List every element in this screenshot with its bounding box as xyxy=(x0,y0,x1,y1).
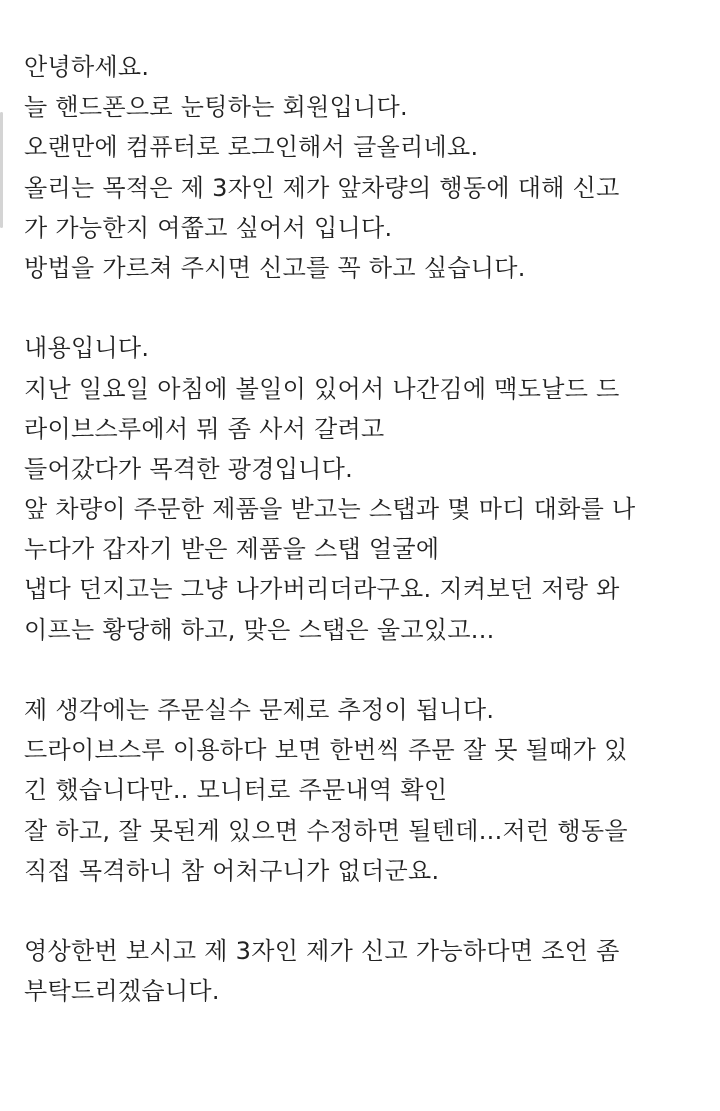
text-line: 영상한번 보시고 제 3자인 제가 신고 가능하다면 조언 좀 xyxy=(24,937,620,966)
post-body xyxy=(24,47,704,1012)
text-line: 방법을 가르쳐 주시면 신고를 꼭 하고 싶습니다. xyxy=(24,253,526,282)
text-line: 앞 차량이 주문한 제품을 받고는 스탭과 몇 마디 대화를 나 xyxy=(24,495,636,524)
text-line: 지난 일요일 아침에 볼일이 있어서 나간김에 맥도날드 드 xyxy=(24,374,620,403)
text-line: 안녕하세요. xyxy=(24,53,150,81)
text-line: 올리는 목적은 제 3자인 제가 앞차량의 행동에 대해 신고 xyxy=(24,173,620,202)
text-line: 부탁드리겠습니다. xyxy=(24,977,220,1006)
paragraph-break xyxy=(24,288,704,328)
text-line: 늘 핸드폰으로 눈팅하는 회원입니다. xyxy=(24,93,408,122)
paragraph-break xyxy=(24,650,704,690)
text-line: 긴 했습니다만.. 모니터로 주문내역 확인 xyxy=(24,776,448,805)
text-line: 가 가능한지 여쭙고 싶어서 입니다. xyxy=(24,213,393,242)
text-line: 잘 하고, 잘 못된게 있으면 수정하면 될텐데...저런 행동을 xyxy=(24,816,628,845)
text-line: 오랜만에 컴퓨터로 로그인해서 글올리네요. xyxy=(24,133,479,162)
text-line: 이프는 황당해 하고, 맞은 스탭은 울고있고... xyxy=(24,615,495,644)
paragraph-break xyxy=(24,891,704,931)
text-line: 냅다 던지고는 그냥 나가버리더라구요. 지켜보던 저랑 와 xyxy=(24,575,620,604)
text-line: 직접 목격하니 참 어처구니가 없더군요. xyxy=(24,856,440,885)
text-line: 들어갔다가 목격한 광경입니다. xyxy=(24,454,354,483)
text-line: 제 생각에는 주문실수 문제로 추정이 됩니다. xyxy=(24,696,495,724)
text-line: 내용입니다. xyxy=(24,334,150,363)
scroll-indicator[interactable] xyxy=(0,112,3,228)
text-line: 라이브스루에서 뭐 좀 사서 갈려고 xyxy=(24,414,385,443)
text-line: 누다가 갑자기 받은 제품을 스탭 얼굴에 xyxy=(24,535,440,564)
text-line: 드라이브스루 이용하다 보면 한번씩 주문 잘 못 될때가 있 xyxy=(24,736,628,765)
